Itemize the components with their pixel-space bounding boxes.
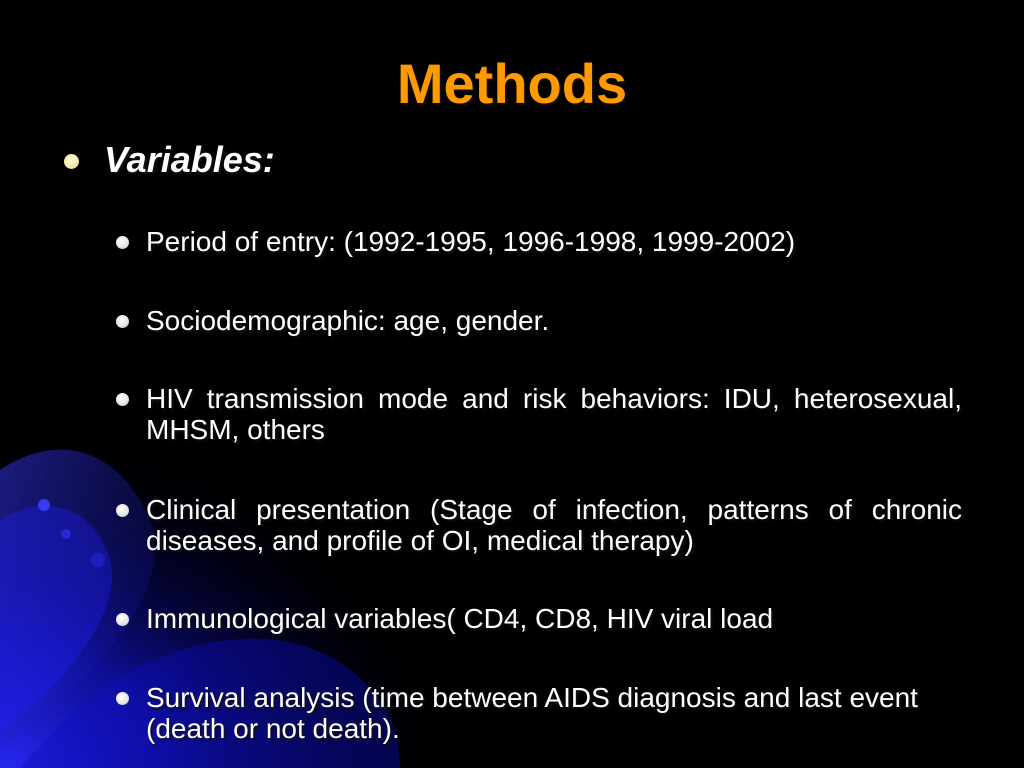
- list-item-text: Period of entry: (1992-1995, 1996-1998, 1999-2002): [146, 226, 796, 257]
- list-item: [146, 226, 962, 257]
- list-item-text: Survival analysis (time between AIDS diagnosis and last event (death or not death).: [146, 682, 918, 744]
- bullet-icon: [116, 692, 129, 705]
- heading-text: Variables:: [104, 139, 275, 180]
- bullet-icon: [116, 613, 129, 626]
- list-item: [146, 383, 962, 445]
- list-item: [146, 682, 962, 744]
- list-item: [146, 603, 962, 634]
- slide-title: Methods: [396, 52, 628, 115]
- list-item-text: Sociodemographic: age, gender.: [146, 305, 550, 336]
- bullet-icon: [116, 393, 129, 406]
- list-item-text: Immunological variables( CD4, CD8, HIV viral load: [146, 603, 774, 634]
- list-item: [146, 305, 962, 336]
- bullet-icon: [64, 154, 79, 169]
- bullet-icon: [116, 236, 129, 249]
- bullet-icon: [116, 504, 129, 517]
- list-item: [146, 494, 962, 556]
- list-item-text: HIV transmission mode and risk behaviors: IDU, heterosexual, MHSM, others: [146, 383, 962, 445]
- list-item-text: Clinical presentation (Stage of infection, patterns of chronic diseases, and profile of OI, medical therapy): [146, 494, 962, 556]
- bullet-icon: [116, 315, 129, 328]
